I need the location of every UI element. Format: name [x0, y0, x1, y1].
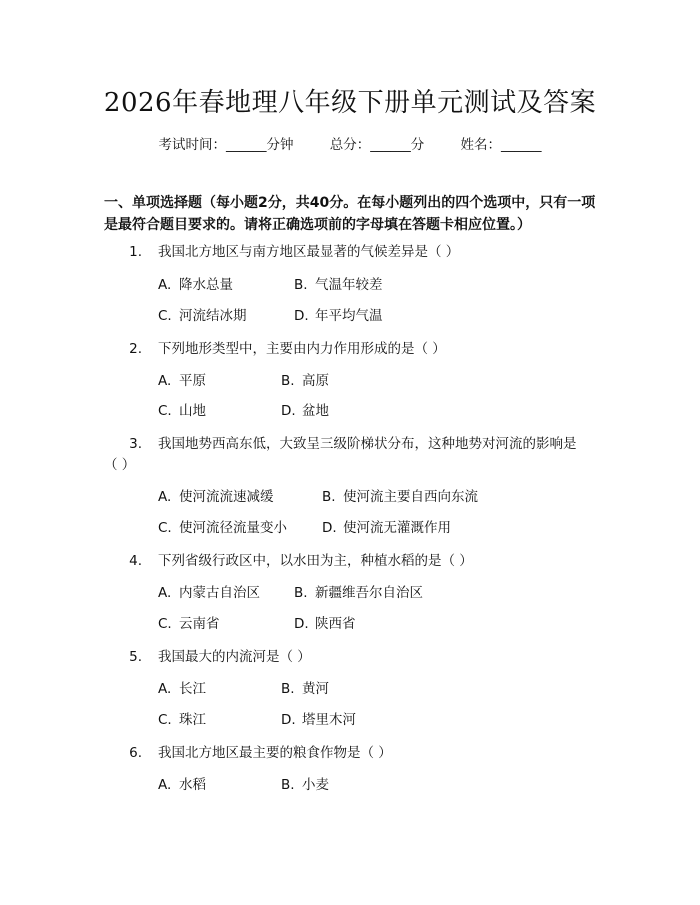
exam-meta	[0, 133, 700, 153]
page-title: 2026年春地理八年级下册单元测试及答案	[103, 88, 597, 118]
question-stem: 我国地势西高东低，大致呈三级阶梯状分布，这种地势对河流的影响是	[158, 436, 577, 452]
option-1a: A. 降水总量	[158, 277, 233, 293]
option-3b: B. 使河流主要自西向东流	[322, 489, 478, 505]
option-5c: C. 珠江	[158, 712, 206, 728]
exam-time-label: 考试时间：______分钟	[158, 137, 294, 153]
question-4	[104, 549, 604, 573]
question-6	[104, 741, 604, 765]
option-3a: A. 使河流流速减缓	[158, 489, 274, 505]
option-4b: B. 新疆维吾尔自治区	[294, 585, 423, 601]
option-4c: C. 云南省	[158, 616, 220, 632]
question-5	[104, 645, 604, 669]
question-stem: 我国最大的内流河是（ ）	[158, 649, 311, 665]
option-2c: C. 山地	[158, 403, 206, 419]
option-5a: A. 长江	[158, 681, 206, 697]
question-number: 5.	[129, 649, 142, 665]
question-3-continued	[104, 453, 604, 477]
option-2a: A. 平原	[158, 373, 206, 389]
option-4d: D. 陕西省	[294, 616, 356, 632]
question-1	[104, 240, 604, 264]
option-2d: D. 盆地	[281, 403, 329, 419]
option-3c: C. 使河流径流量变小	[158, 520, 287, 536]
option-5b: B. 黄河	[281, 681, 329, 697]
student-name-label: 姓名：______	[460, 137, 542, 153]
question-number: 3.	[129, 436, 142, 452]
option-1c: C. 河流结冰期	[158, 308, 247, 324]
question-2	[104, 337, 604, 361]
question-number: 2.	[129, 341, 142, 357]
total-score-label: 总分：______分	[329, 137, 425, 153]
question-stem: 我国北方地区与南方地区最显著的气候差异是（ ）	[158, 244, 460, 260]
option-1d: D. 年平均气温	[294, 308, 383, 324]
option-5d: D. 塔里木河	[281, 712, 356, 728]
question-number: 6.	[129, 745, 142, 761]
option-6a: A. 水稻	[158, 777, 206, 793]
option-4a: A. 内蒙古自治区	[158, 585, 260, 601]
question-stem: 我国北方地区最主要的粮食作物是（ ）	[158, 745, 392, 761]
option-6b: B. 小麦	[281, 777, 329, 793]
option-3d: D. 使河流无灌溉作用	[322, 520, 451, 536]
option-2b: B. 高原	[281, 373, 329, 389]
question-number: 4.	[129, 553, 142, 569]
option-1b: B. 气温年较差	[294, 277, 383, 293]
question-stem-continued: （ ）	[104, 457, 136, 473]
section-heading: 一、单项选择题（每小题2分，共40分。在每小题列出的四个选项中，只有一项是最符合题目要求的。请将正确选项前的字母填在答题卡相应位置。）	[104, 195, 596, 233]
question-stem: 下列地形类型中，主要由内力作用形成的是（ ）	[158, 341, 446, 357]
question-number: 1.	[129, 244, 142, 260]
question-stem: 下列省级行政区中，以水田为主，种植水稻的是（ ）	[158, 553, 473, 569]
